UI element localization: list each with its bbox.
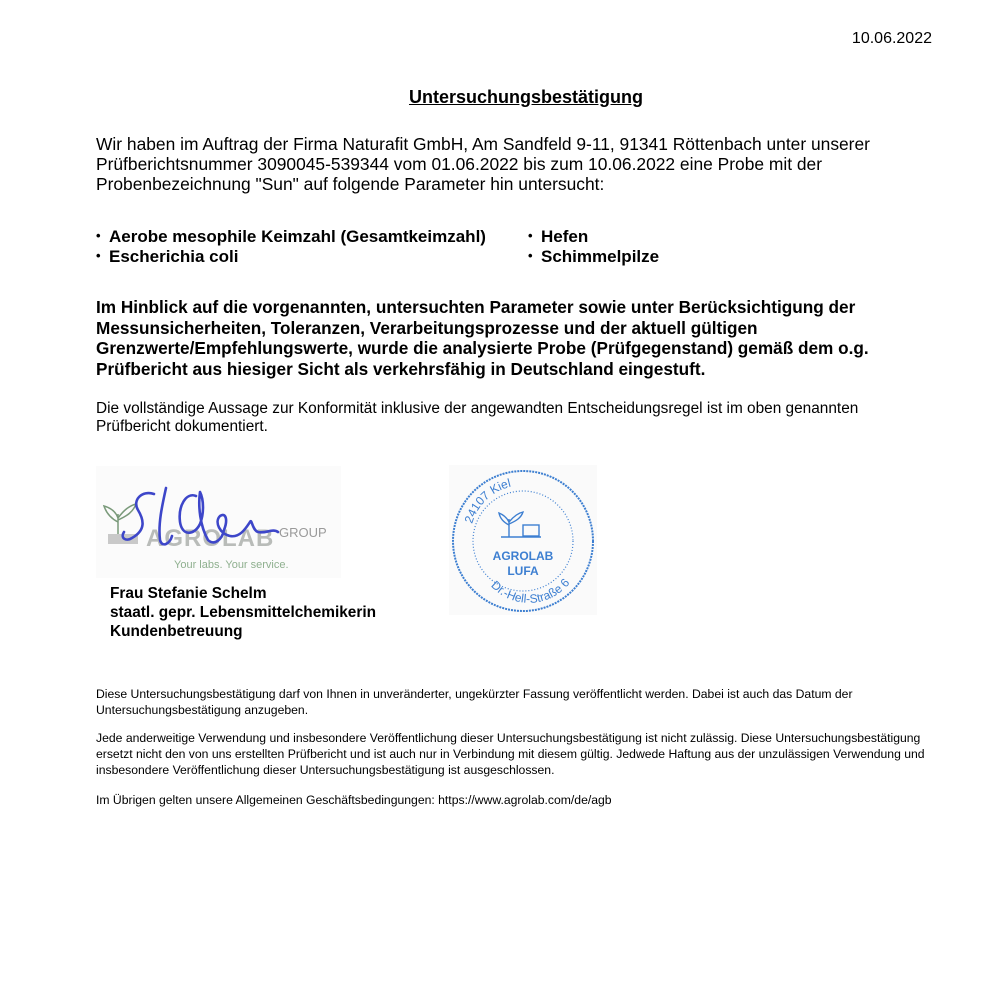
logo-wordmark <box>146 525 327 571</box>
bullet: • <box>96 228 101 243</box>
parameter-item <box>96 247 238 267</box>
parameter-item <box>96 227 486 247</box>
stamp-bottom-text: Dr.-Hell-Straße 6 <box>488 575 573 606</box>
parameter-label: Aerobe mesophile Keimzahl (Gesamtkeimzahl) <box>109 227 486 246</box>
intro-paragraph: Wir haben im Auftrag der Firma Naturafit GmbH, Am Sandfeld 9-11, 91341 Röttenbach unter unserer Prüfberichtsnummer 3090045-539344 vom 01.06.2022 bis zum 10.06.2022 eine Probe mit der Probenbezeichnung "Sun" auf folgende Parameter hin untersucht: <box>96 134 870 194</box>
conformity-statement: Die vollständige Aussage zur Konformität inklusive der angewandten Entscheidungsregel ist im oben genannten Prüfbericht dokumentiert. <box>96 400 859 435</box>
document-date: 10.06.2022 <box>851 30 932 47</box>
bullet: • <box>96 248 101 263</box>
parameter-label: Escherichia coli <box>109 247 239 266</box>
svg-text:Your labs. Your service.: Your labs. Your service. <box>174 559 289 571</box>
stamp-line2: LUFA <box>507 564 539 578</box>
agrolab-logo <box>96 466 341 578</box>
svg-text:GROUP: GROUP <box>279 525 327 540</box>
parameter-label: Hefen <box>541 227 589 246</box>
stamp-plant-icon <box>499 512 541 537</box>
signature-logo-image <box>96 466 341 578</box>
stamp-seal-icon <box>449 465 597 615</box>
footer-terms-note: Im Übrigen gelten unsere Allgemeinen Geschäftsbedingungen: https://www.agrolab.com/de/agb <box>96 793 612 807</box>
signer-qualification: staatl. gepr. Lebensmittelchemikerin <box>110 604 377 621</box>
footer-publication-note: Diese Untersuchungsbestätigung darf von Ihnen in unveränderter, ungekürzter Fassung veröffentlicht werden. Dabei ist auch das Datum der Untersuchungsbestätigung anzugeben. <box>96 687 853 717</box>
bullet: • <box>528 228 533 243</box>
signer-block <box>110 584 376 641</box>
footer-liability-note: Jede anderweitige Verwendung und insbesondere Veröffentlichung dieser Untersuchungsbestätigung ist nicht zulässig. Diese Untersuchungsbestätigung ersetzt nicht den von uns erstellten Prüfbericht und ist auch nur in Verbindung mit diesem gültig. Jedwede Haftung aus der unzulässigen Verwendung und insbesondere Veröffentlichung dieser Untersuchungsbestätigung ist ausgeschlossen. <box>96 731 925 777</box>
bullet: • <box>528 248 533 263</box>
official-stamp <box>449 465 597 615</box>
stamp-line1: AGROLAB <box>492 549 554 563</box>
signer-name: Frau Stefanie Schelm <box>110 585 267 602</box>
stamp-top-text: 24107 Kiel <box>461 475 513 525</box>
document-title: Untersuchungsbestätigung <box>408 87 643 107</box>
parameter-label: Schimmelpilze <box>541 247 660 266</box>
parameter-item <box>528 227 588 247</box>
svg-text:AGROLAB: AGROLAB <box>146 525 275 552</box>
parameter-item <box>528 247 659 267</box>
signer-department: Kundenbetreuung <box>110 623 243 640</box>
conclusion-paragraph: Im Hinblick auf die vorgenannten, untersuchten Parameter sowie unter Berücksichtigung der Messunsicherheiten, Toleranzen, Verarbeitungsprozesse und der aktuell gültigen Grenzwerte/Empfehlungswerte, wurde die analysierte Probe (Prüfgegenstand) gemäß dem o.g. Prüfbericht aus hiesiger Sicht als verkehrsfähig in Deutschland eingestuft. <box>96 297 869 379</box>
